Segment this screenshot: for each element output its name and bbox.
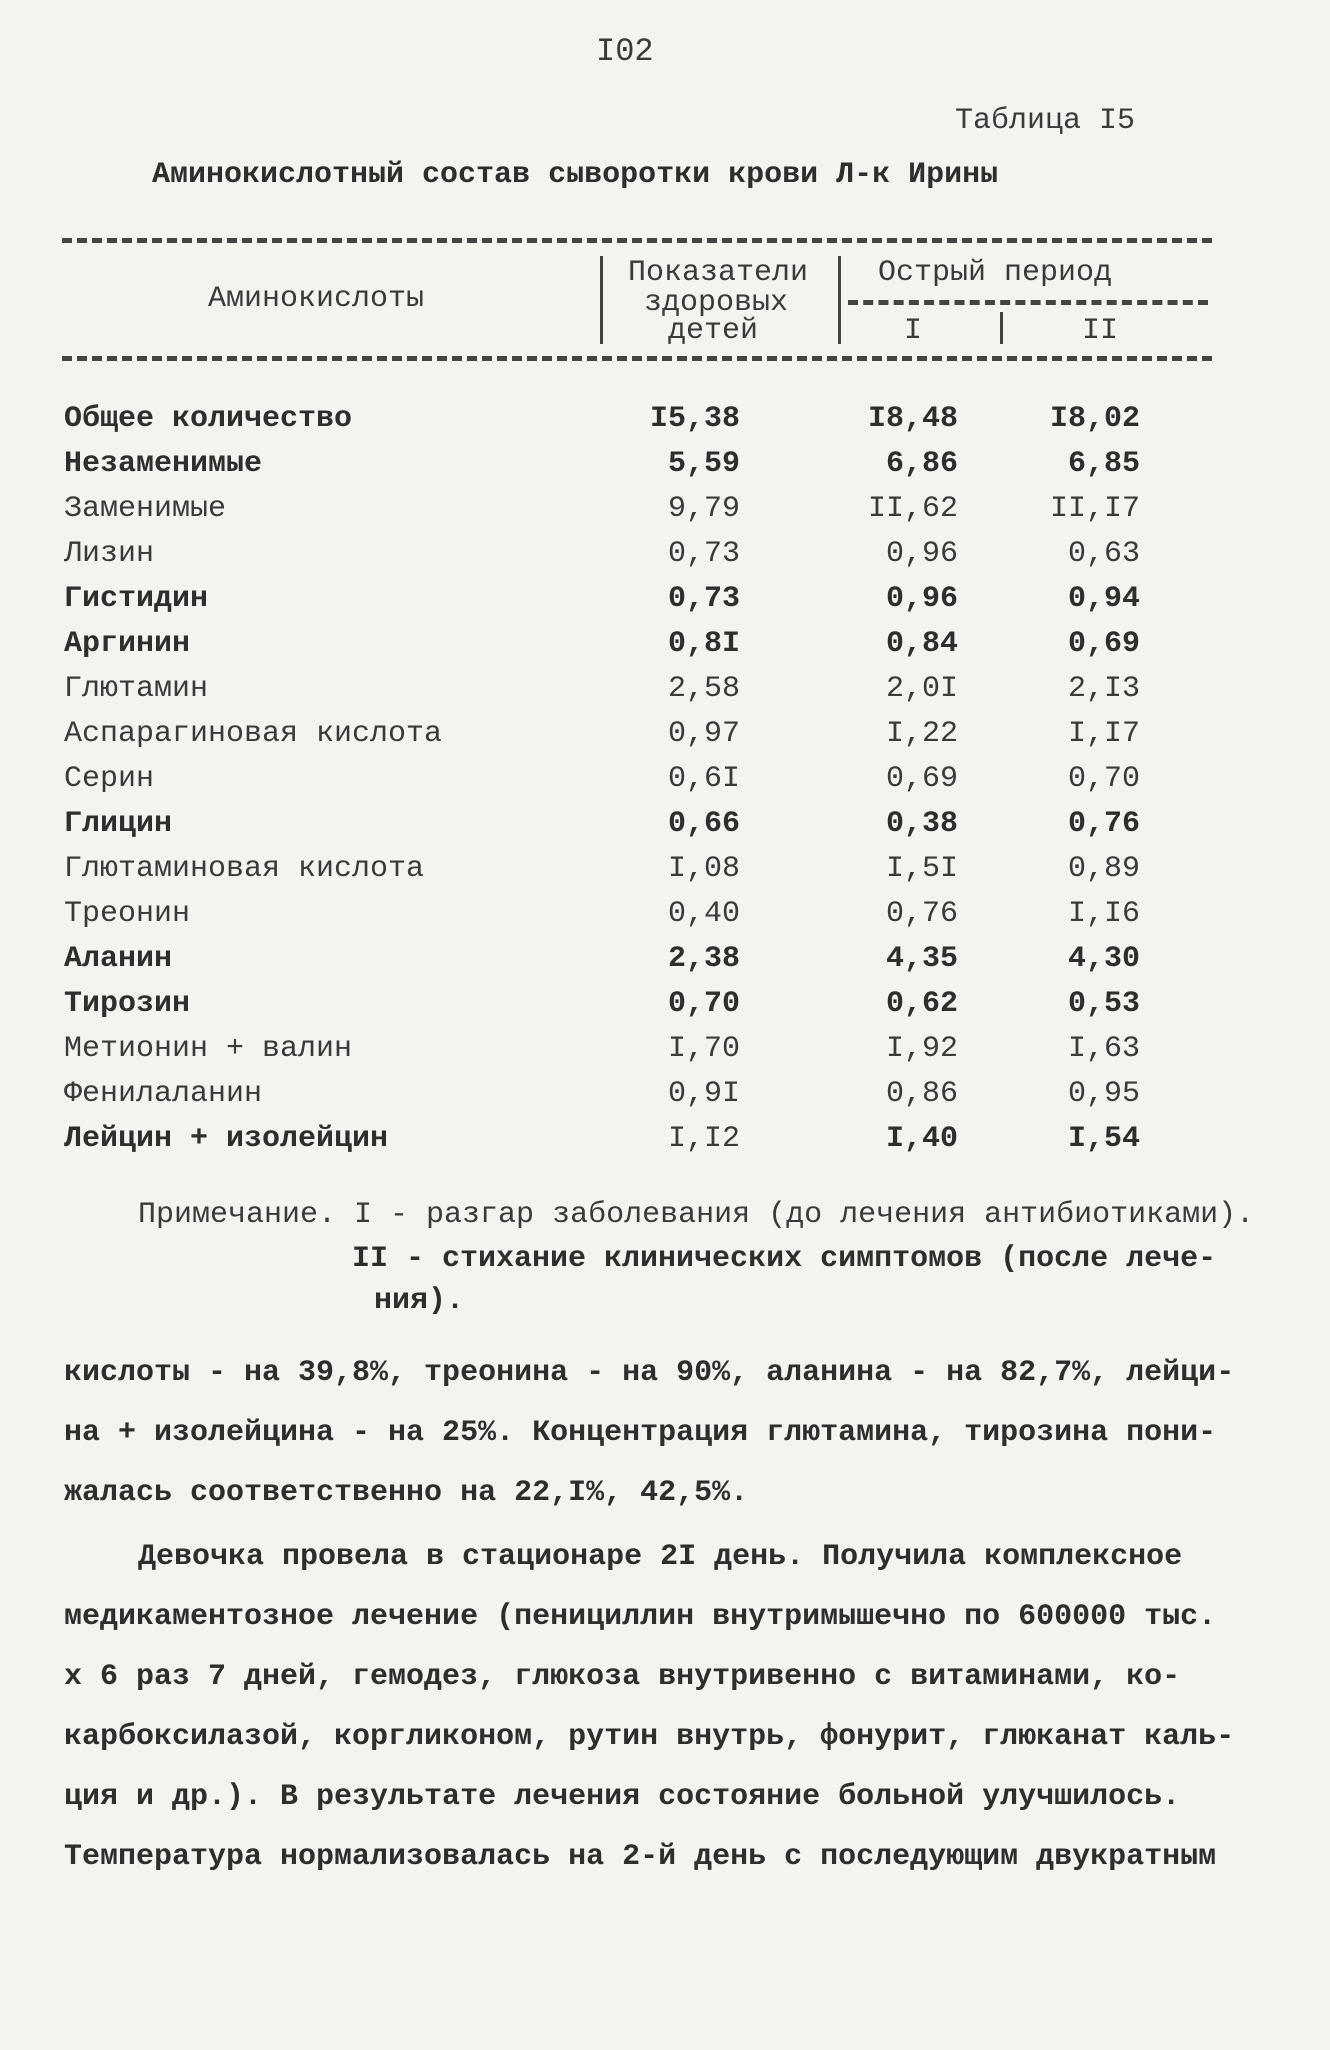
table-row (0, 852, 1330, 896)
table-row (0, 717, 1330, 761)
healthy-value: 2,38 (667, 942, 740, 976)
note-line-2: II - стихание клинических симптомов (после лече- (352, 1242, 1217, 1276)
header-divider-1 (600, 256, 603, 344)
healthy-value: I,70 (667, 1032, 740, 1066)
acute-ii-value: I,I6 (1067, 897, 1140, 931)
healthy-value: I5,38 (649, 402, 740, 436)
acute-ii-value: 4,30 (1067, 942, 1140, 976)
healthy-value: 0,97 (667, 717, 740, 751)
amino-name: Лизин (64, 537, 155, 571)
amino-name: Глютаминовая кислота (64, 852, 425, 886)
healthy-value: 5,59 (667, 447, 740, 481)
amino-name: Фенилаланин (64, 1077, 263, 1111)
acute-ii-value: 0,70 (1067, 762, 1140, 796)
table-title: Аминокислотный состав сыворотки крови Л-к Ирины (152, 158, 999, 192)
table-row (0, 942, 1330, 986)
acute-i-value: 4,35 (885, 942, 958, 976)
acute-ii-value: 6,85 (1067, 447, 1140, 481)
table-row (0, 897, 1330, 941)
header-acute-i: I (904, 314, 923, 348)
amino-name: Лейцин + изолейцин (64, 1122, 389, 1156)
acute-ii-value: II,I7 (1049, 492, 1140, 526)
acute-ii-value: 0,94 (1067, 582, 1140, 616)
acute-ii-value: 0,76 (1067, 807, 1140, 841)
amino-name: Серин (64, 762, 155, 796)
header-sub-rule (848, 300, 1208, 305)
table-row (0, 537, 1330, 581)
amino-name: Заменимые (64, 492, 227, 526)
acute-i-value: I,22 (885, 717, 958, 751)
table-row (0, 447, 1330, 491)
healthy-value: 0,73 (667, 582, 740, 616)
note-line-3: ния). (374, 1284, 465, 1318)
healthy-value: 0,40 (667, 897, 740, 931)
acute-ii-value: I8,02 (1049, 402, 1140, 436)
acute-i-value: 2,0I (885, 672, 958, 706)
body-line: Девочка провела в стационаре 2I день. Получила комплексное (138, 1540, 1183, 1574)
healthy-value: I,I2 (667, 1122, 740, 1156)
acute-ii-value: 2,I3 (1067, 672, 1140, 706)
acute-i-value: I,92 (885, 1032, 958, 1066)
body-line: жалась соответственно на 22,I%, 42,5%. (64, 1476, 749, 1510)
acute-ii-value: 0,69 (1067, 627, 1140, 661)
table-row (0, 492, 1330, 536)
acute-i-value: 6,86 (885, 447, 958, 481)
table-row (0, 762, 1330, 806)
healthy-value: 0,6I (667, 762, 740, 796)
amino-name: Незаменимые (64, 447, 263, 481)
acute-i-value: 0,76 (885, 897, 958, 931)
acute-i-value: I,5I (885, 852, 958, 886)
acute-ii-value: 0,63 (1067, 537, 1140, 571)
amino-name: Глютамин (64, 672, 209, 706)
healthy-value: 9,79 (667, 492, 740, 526)
acute-i-value: 0,96 (885, 582, 958, 616)
healthy-value: 0,9I (667, 1077, 740, 1111)
header-healthy-line2: здоровых (644, 286, 789, 320)
amino-name: Треонин (64, 897, 191, 931)
acute-ii-value: 0,95 (1067, 1077, 1140, 1111)
amino-name: Гистидин (64, 582, 209, 616)
table-row (0, 807, 1330, 851)
acute-i-value: 0,69 (885, 762, 958, 796)
healthy-value: 0,73 (667, 537, 740, 571)
amino-name: Глицин (64, 807, 173, 841)
table-row (0, 672, 1330, 716)
body-line: х 6 раз 7 дней, гемодез, глюкоза внутривенно с витаминами, ко- (64, 1660, 1181, 1694)
header-bottom-rule (62, 356, 1212, 361)
body-line: кислоты - на 39,8%, треонина - на 90%, аланина - на 82,7%, лейци- (64, 1356, 1235, 1390)
amino-name: Аланин (64, 942, 173, 976)
healthy-value: 0,8I (667, 627, 740, 661)
table-row (0, 1077, 1330, 1121)
acute-i-value: 0,86 (885, 1077, 958, 1111)
body-line: медикаментозное лечение (пенициллин внутримышечно по 600000 тыс. (64, 1600, 1217, 1634)
note-line-1: Примечание. I - разгар заболевания (до лечения антибиотиками). (138, 1198, 1255, 1232)
table-row (0, 1032, 1330, 1076)
acute-i-value: 0,38 (885, 807, 958, 841)
acute-i-value: I,40 (885, 1122, 958, 1156)
acute-ii-value: 0,89 (1067, 852, 1140, 886)
header-healthy-line1: Показатели (628, 256, 809, 290)
table-row (0, 582, 1330, 626)
healthy-value: 0,70 (667, 987, 740, 1021)
acute-ii-value: I,63 (1067, 1032, 1140, 1066)
page-number: I02 (596, 33, 654, 70)
healthy-value: 2,58 (667, 672, 740, 706)
amino-name: Общее количество (64, 402, 353, 436)
body-line: ция и др.). В результате лечения состояние больной улучшилось. (64, 1780, 1181, 1814)
acute-i-value: 0,62 (885, 987, 958, 1021)
acute-i-value: 0,84 (885, 627, 958, 661)
acute-ii-value: 0,53 (1067, 987, 1140, 1021)
amino-name: Метионин + валин (64, 1032, 353, 1066)
acute-ii-value: I,54 (1067, 1122, 1140, 1156)
table-label: Таблица I5 (955, 104, 1136, 138)
healthy-value: I,08 (667, 852, 740, 886)
table-top-rule (62, 238, 1212, 243)
acute-i-value: II,62 (867, 492, 958, 526)
body-line: на + изолейцина - на 25%. Концентрация глютамина, тирозина пони- (64, 1416, 1217, 1450)
amino-name: Тирозин (64, 987, 191, 1021)
header-acute-period: Острый период (878, 256, 1113, 290)
table-row (0, 987, 1330, 1031)
amino-name: Аргинин (64, 627, 191, 661)
table-row (0, 1122, 1330, 1166)
amino-name: Аспарагиновая кислота (64, 717, 443, 751)
table-row (0, 627, 1330, 671)
acute-ii-value: I,I7 (1067, 717, 1140, 751)
table-row (0, 402, 1330, 446)
healthy-value: 0,66 (667, 807, 740, 841)
header-amino-acids: Аминокислоты (208, 282, 425, 316)
body-line: Температура нормализовалась на 2-й день с последующим двукратным (64, 1840, 1217, 1874)
header-divider-2 (838, 256, 841, 344)
acute-i-value: 0,96 (885, 537, 958, 571)
header-divider-3 (1000, 312, 1003, 344)
body-line: карбоксилазой, коргликоном, рутин внутрь, фонурит, глюканат каль- (64, 1720, 1235, 1754)
acute-i-value: I8,48 (867, 402, 958, 436)
header-healthy-line3: детей (668, 314, 759, 348)
header-acute-ii: II (1082, 314, 1119, 348)
